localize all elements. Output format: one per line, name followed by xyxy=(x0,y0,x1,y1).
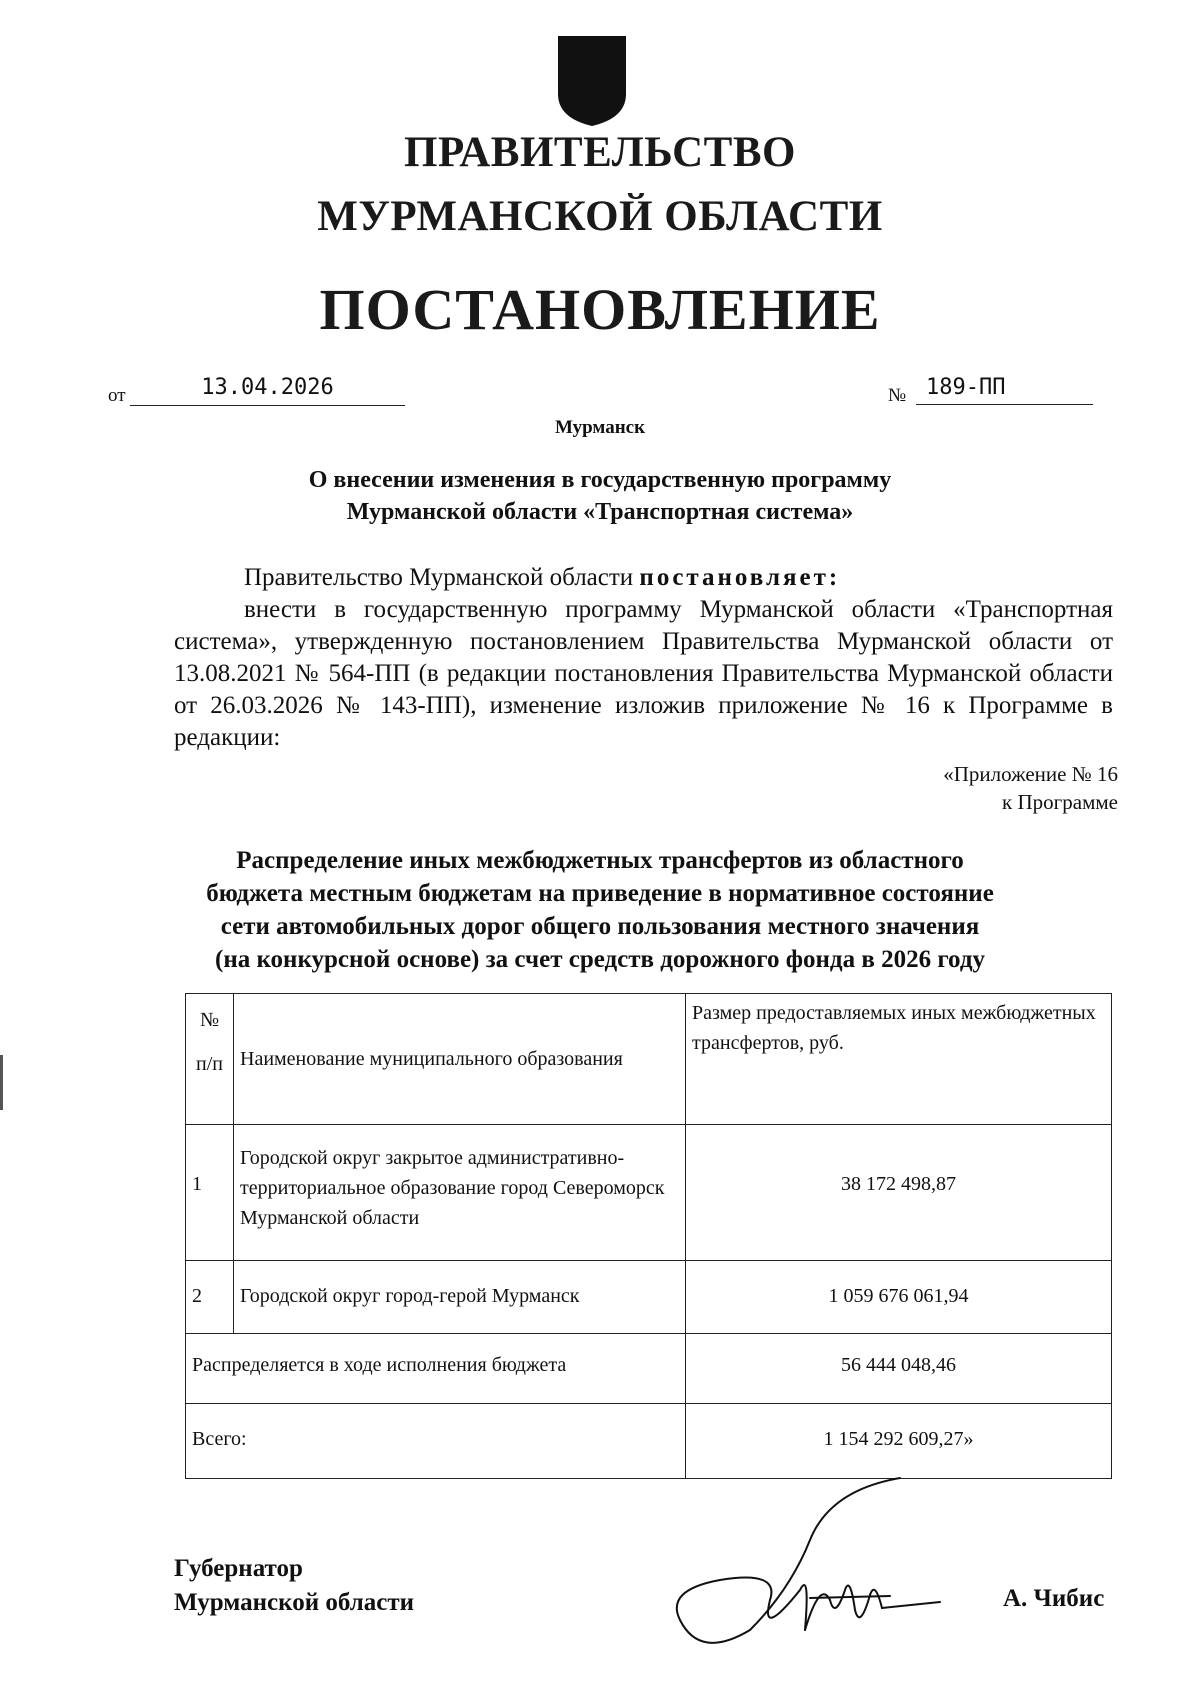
distributed-label: Распределяется в ходе исполнения бюджета xyxy=(186,1334,686,1404)
total-label: Всего: xyxy=(186,1404,686,1479)
number-prefix: № xyxy=(888,385,907,406)
header-amount: Размер предоставляемых иных межбюджетных трансфертов, руб. xyxy=(686,994,1112,1125)
document-date: 13.04.2026 xyxy=(130,375,405,406)
transfers-table xyxy=(185,993,1112,1479)
document-number: 189-ПП xyxy=(916,375,1093,405)
header-number xyxy=(186,994,234,1125)
resolution-intro xyxy=(174,562,1113,594)
coat-of-arms-icon xyxy=(554,32,630,129)
total-amount: 1 154 292 609,27» xyxy=(686,1404,1112,1479)
table-row xyxy=(186,1125,1112,1261)
government-title-line1: ПРАВИТЕЛЬСТВО xyxy=(404,129,796,176)
distributed-amount: 56 444 048,46 xyxy=(686,1334,1112,1404)
total-row xyxy=(186,1404,1112,1479)
table-row xyxy=(186,1261,1112,1334)
table-title-line2: бюджета местным бюджетам на приведение в нормативное состояние xyxy=(206,880,994,907)
document-subject xyxy=(200,464,1000,528)
row-number: 1 xyxy=(186,1125,234,1261)
resolution-paragraph: внести в государственную программу Мурманской области «Транспортная система», утвержденную постановлением Правительства Мурманской области от 13.08.2021 № 564-ПП (в редакции постановления Правительства Мурманской области от 26.03.2026 № 143-ПП), изменение изложив приложение № 16 к Программе в редакции: xyxy=(174,596,1113,751)
date-prefix: от xyxy=(108,385,126,406)
distributed-row xyxy=(186,1334,1112,1404)
signatory-position-line1: Губернатор xyxy=(174,1555,303,1582)
subject-line1: О внесении изменения в государственную программу xyxy=(308,467,892,493)
document-type: ПОСТАНОВЛЕНИЕ xyxy=(319,277,881,342)
date-number-row xyxy=(108,375,1093,415)
appendix-line1: «Приложение № 16 xyxy=(943,762,1118,786)
resolves-word: постановляет: xyxy=(639,564,841,591)
row-number: 2 xyxy=(186,1261,234,1334)
row-municipality: Городской округ город-герой Мурманск xyxy=(234,1261,686,1334)
header-number-line1: № xyxy=(199,1009,220,1031)
subject-line2: Мурманской области «Транспортная система» xyxy=(346,499,854,525)
row-municipality: Городской округ закрытое административно-территориальное образование город Североморск Мурманской области xyxy=(234,1125,686,1261)
signatory-position-line2: Мурманской области xyxy=(174,1589,415,1616)
intro-text: Правительство Мурманской области xyxy=(244,564,640,591)
row-amount: 38 172 498,87 xyxy=(686,1125,1112,1261)
appendix-label xyxy=(943,760,1118,816)
table-title-line3: сети автомобильных дорог общего пользования местного значения xyxy=(220,913,980,940)
table-title-line1: Распределение иных межбюджетных трансфертов из областного xyxy=(236,847,964,874)
signatory-position xyxy=(174,1552,414,1620)
header-number-line2: п/п xyxy=(196,1053,223,1075)
table-title xyxy=(150,844,1050,976)
header-municipality: Наименование муниципального образования xyxy=(234,994,686,1125)
handwritten-signature-icon xyxy=(660,1470,980,1650)
signatory-name: А. Чибис xyxy=(1003,1585,1105,1612)
scan-edge-mark xyxy=(0,1055,3,1110)
row-amount: 1 059 676 061,94 xyxy=(686,1261,1112,1334)
table-title-line4: (на конкурсной основе) за счет средств дорожного фонда в 2026 году xyxy=(215,946,985,973)
government-title-line2: МУРМАНСКОЙ ОБЛАСТИ xyxy=(317,193,883,240)
appendix-line2: к Программе xyxy=(1002,790,1118,814)
city: Мурманск xyxy=(554,417,646,438)
table-header-row xyxy=(186,994,1112,1125)
